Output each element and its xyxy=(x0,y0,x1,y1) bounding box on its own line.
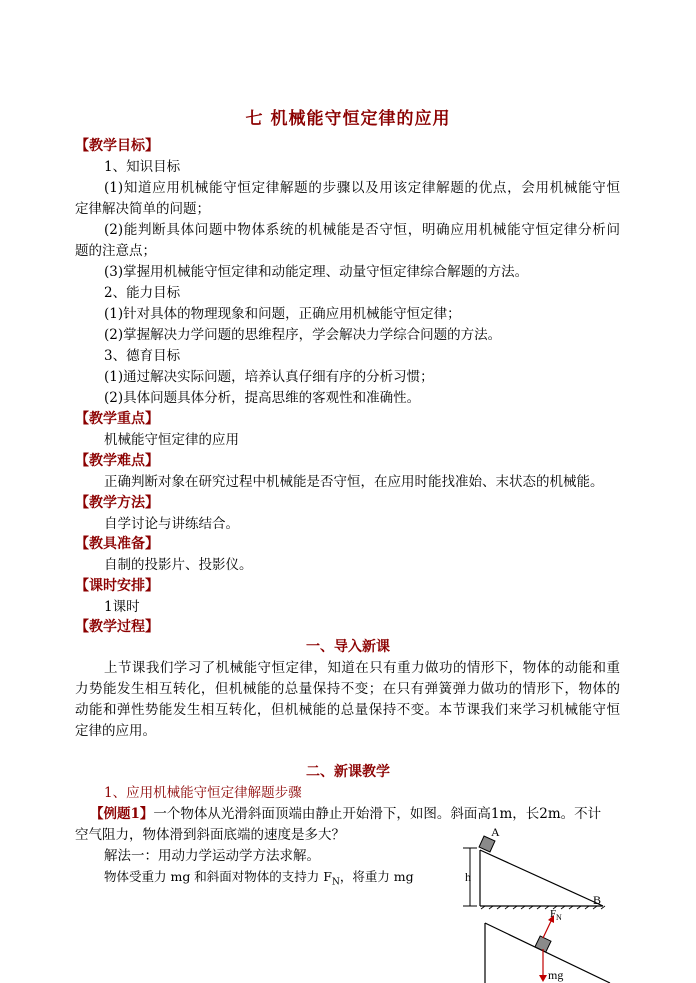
force-analysis-line xyxy=(104,868,414,892)
example-1-line-2: 空气阻力，物体滑到斜面底端的速度是多大？ xyxy=(75,827,345,843)
schedule-heading: 【课时安排】 xyxy=(75,578,159,594)
label-mg: mg xyxy=(548,968,564,982)
gravity-arrowhead xyxy=(539,975,547,982)
force-subscript: N xyxy=(331,877,340,888)
tools-heading: 【教具准备】 xyxy=(75,536,159,552)
section-1-paragraph-line-2: 力势能发生相互转化，但机械能的总量保持不变；在只有弹簧弹力做功的情形下，物体的 xyxy=(75,681,620,697)
section-1-title: 一、导入新课 xyxy=(306,639,390,655)
force-diagram-figure xyxy=(470,905,620,983)
method-heading: 【教学方法】 xyxy=(75,495,159,511)
knowledge-item-1-line-1: (1)知道应用机械能守恒定律解题的步骤以及用该定律解题的优点，会用机械能守恒 xyxy=(104,180,620,196)
knowledge-item-2-line-1: (2)能判断具体问题中物体系统的机械能是否守恒，明确应用机械能守恒定律分析问 xyxy=(104,222,620,238)
example-1-text: 一个物体从光滑斜面顶端由静止开始滑下，如图。斜面高1m，长2m。不计 xyxy=(153,806,602,822)
tools-text: 自制的投影片、投影仪。 xyxy=(104,557,253,573)
method-text: 自学讨论与讲练结合。 xyxy=(104,516,239,532)
key-point-text: 机械能守恒定律的应用 xyxy=(104,432,239,448)
knowledge-item-2-line-2: 题的注意点； xyxy=(75,243,156,259)
section-1-paragraph-line-1: 上节课我们学习了机械能守恒定律，知道在只有重力做功的情形下，物体的动能和重 xyxy=(104,660,620,676)
ability-goal-label: 2、能力目标 xyxy=(104,285,181,301)
label-N: N xyxy=(556,913,562,922)
label-h: h xyxy=(465,870,471,884)
normal-force-arrow xyxy=(543,919,552,938)
section-2-subtitle: 1、应用机械能守恒定律解题步骤 xyxy=(104,785,302,801)
difficulty-text: 正确判断对象在研究过程中机械能是否守恒，在应用时能找准始、末状态的机械能。 xyxy=(104,474,604,490)
ability-item-1: (1)针对具体的物理现象和问题，正确应用机械能守恒定律； xyxy=(104,306,461,322)
knowledge-goal-label: 1、知识目标 xyxy=(104,159,181,175)
moral-item-1: (1)通过解决实际问题，培养认真仔细有序的分析习惯； xyxy=(104,369,434,385)
incline-figure xyxy=(455,826,625,916)
label-B: B xyxy=(593,893,602,907)
force-analysis-text: 物体受重力 mg 和斜面对物体的支持力 F xyxy=(104,869,332,884)
section-1-paragraph-line-4: 定律的应用。 xyxy=(75,723,156,739)
example-1-line-1 xyxy=(90,805,601,823)
example-1-label: 【例题1】 xyxy=(90,806,154,822)
section-1-paragraph-line-3: 动能和弹性势能发生相互转化，但机械能的总量保持不变。本节课我们来学习机械能守恒 xyxy=(75,702,620,718)
section-2-title: 二、新课教学 xyxy=(306,764,390,780)
force-analysis-tail: ，将重力 mg xyxy=(339,869,414,884)
key-point-heading: 【教学重点】 xyxy=(75,411,159,427)
page-title: 七 机械能守恒定律的应用 xyxy=(245,109,451,129)
knowledge-item-3: (3)掌握用机械能守恒定律和动能定理、动量守恒定律综合解题的方法。 xyxy=(104,264,529,280)
ability-item-2: (2)掌握解决力学问题的思维程序，学会解决力学综合问题的方法。 xyxy=(104,327,502,343)
label-F: F xyxy=(550,908,557,920)
schedule-text: 1课时 xyxy=(104,599,140,615)
moral-item-2: (2)具体问题具体分析，提高思维的客观性和准确性。 xyxy=(104,390,421,406)
objectives-heading: 【教学目标】 xyxy=(75,138,159,154)
solution-1-intro: 解法一：用动力学运动学方法求解。 xyxy=(104,848,320,864)
incline-slope xyxy=(480,850,603,906)
difficulty-heading: 【教学难点】 xyxy=(75,453,159,469)
process-heading: 【教学过程】 xyxy=(75,619,159,635)
label-A: A xyxy=(491,826,500,839)
knowledge-item-1-line-2: 定律解决简单的问题； xyxy=(75,201,210,217)
moral-goal-label: 3、德育目标 xyxy=(104,348,181,364)
